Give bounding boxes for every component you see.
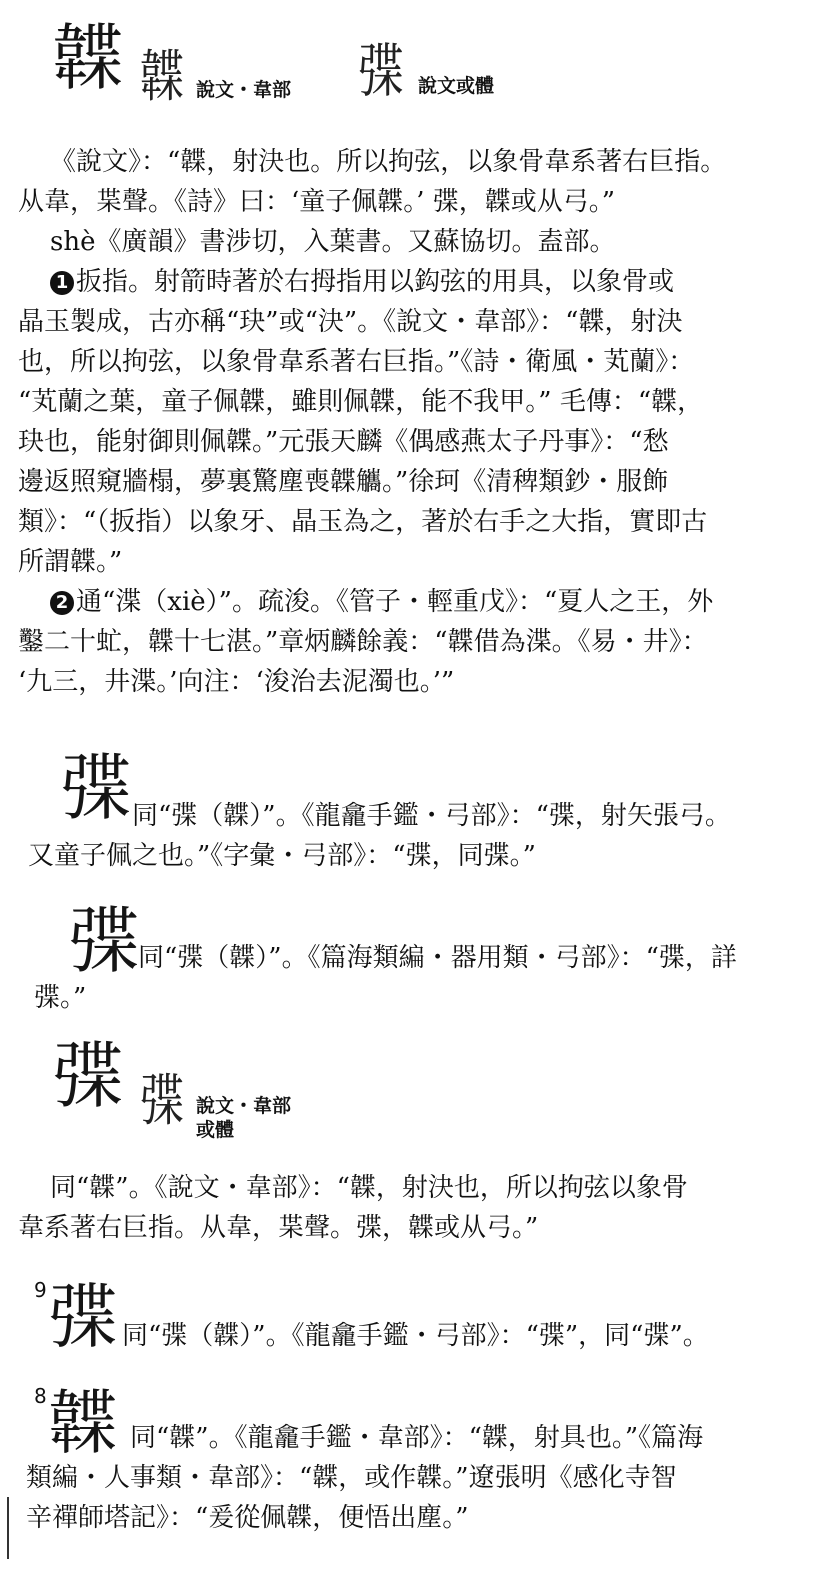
head-character: 弽 <box>52 1034 125 1118</box>
text-line: 也，所以拘弦，以象骨韋系著右巨指。”《詩・衛風・芄蘭》： <box>18 347 695 377</box>
entry-5-body <box>122 1316 709 1356</box>
text-line: 同“弽（韘）”。《龍龕手鑑・弓部》：“弽”，同“弽”。 <box>122 1321 709 1351</box>
head-character: 弽 <box>60 746 133 830</box>
text-line: 鑿二十虻，韘十七湛。”章炳麟餘義：“韘借為渫。《易・井》： <box>18 627 708 657</box>
seal-source-2: 或體 <box>196 1119 235 1141</box>
seal-source-1: 說文・韋部 <box>196 79 292 101</box>
entry-3-body <box>34 938 737 1018</box>
text-line: 同“韘”。《說文・韋部》：“韘，射決也，所以拘弦以象骨 <box>50 1173 688 1203</box>
text-line: 弽。” <box>34 983 87 1013</box>
entry-2-body <box>28 796 731 876</box>
head-character: 韘 <box>48 1382 118 1464</box>
text-line: 从韋，枼聲。《詩》曰：‘童子佩韘。’ 弽，韘或从弓。” <box>18 187 616 217</box>
seal-source-2: 說文或體 <box>418 75 495 97</box>
text-line: ‘九三，井渫。’向注：‘浚治去泥濁也。’” <box>18 667 455 697</box>
text-line: shè《廣韻》書涉切，入葉書。又蘇協切。盍部。 <box>50 227 616 257</box>
text-line: 同“韘”。《龍龕手鑑・韋部》：“韘，射具也。”《篇海 <box>130 1423 704 1453</box>
sense-number: 2 <box>50 591 74 615</box>
stroke-count: 9 <box>34 1278 47 1302</box>
text-line: 晶玉製成，古亦稱“玦”或“決”。《說文・韋部》：“韘，射決 <box>18 307 683 337</box>
text-line: 扳指。射箭時著於右拇指用以鈎弦的用具，以象骨或 <box>76 267 675 297</box>
seal-source-1: 說文・韋部 <box>196 1095 292 1117</box>
entry-6-body <box>26 1418 703 1538</box>
entry-4-body <box>18 1168 688 1248</box>
seal-form-2: 弽 <box>357 37 405 105</box>
text-line: 《說文》：“韘，射決也。所以拘弦，以象骨韋系著右巨指。 <box>50 147 727 177</box>
stroke-count: 8 <box>34 1384 47 1408</box>
text-line: 同“弽（韘）”。《龍龕手鑑・弓部》：“弽，射矢張弓。 <box>132 801 731 831</box>
seal-form-1: 弽 <box>139 1069 185 1134</box>
entry-1-body <box>18 142 726 702</box>
text-line: 類》：“（扳指）以象牙、晶玉為之，著於右手之大指，實即古 <box>18 507 708 537</box>
head-character: 弽 <box>68 899 141 983</box>
text-line: 通“渫（xiè）”。疏浚。《管子・輕重戊》：“夏人之王，外 <box>76 587 714 617</box>
seal-form-1: 韘 <box>139 45 185 110</box>
head-character: 韘 <box>52 16 125 100</box>
margin-rule <box>7 1497 9 1559</box>
text-line: 邊返照窺牆榻，夢裏驚塵喪韘觿。”徐珂《清稗類鈔・服飾 <box>18 467 669 497</box>
text-line: 辛禪師塔記》：“爰從佩韘，便悟出塵。” <box>26 1503 469 1533</box>
sense-number: 1 <box>50 271 74 295</box>
sense-line <box>18 582 726 622</box>
text-line: 同“弽（韘）”。《篇海類編・器用類・弓部》：“弽，詳 <box>138 943 737 973</box>
head-character: 弽 <box>48 1276 118 1358</box>
text-line: “芄蘭之葉，童子佩韘，雖則佩韘，能不我甲。” 毛傳：“韘， <box>18 387 704 417</box>
text-line: 又童子佩之也。”《字彙・弓部》：“弽，同弽。” <box>28 841 536 871</box>
text-line: 所謂韘。” <box>18 547 123 577</box>
text-line: 類編・人事類・韋部》：“韘，或作韘。”遼張明《感化寺智 <box>26 1463 677 1493</box>
text-line: 韋系著右巨指。从韋，枼聲。弽，韘或从弓。” <box>18 1213 539 1243</box>
text-line: 玦也，能射御則佩韘。”元張天麟《偶感燕太子丹事》：“愁 <box>18 427 669 457</box>
sense-line <box>18 262 726 302</box>
